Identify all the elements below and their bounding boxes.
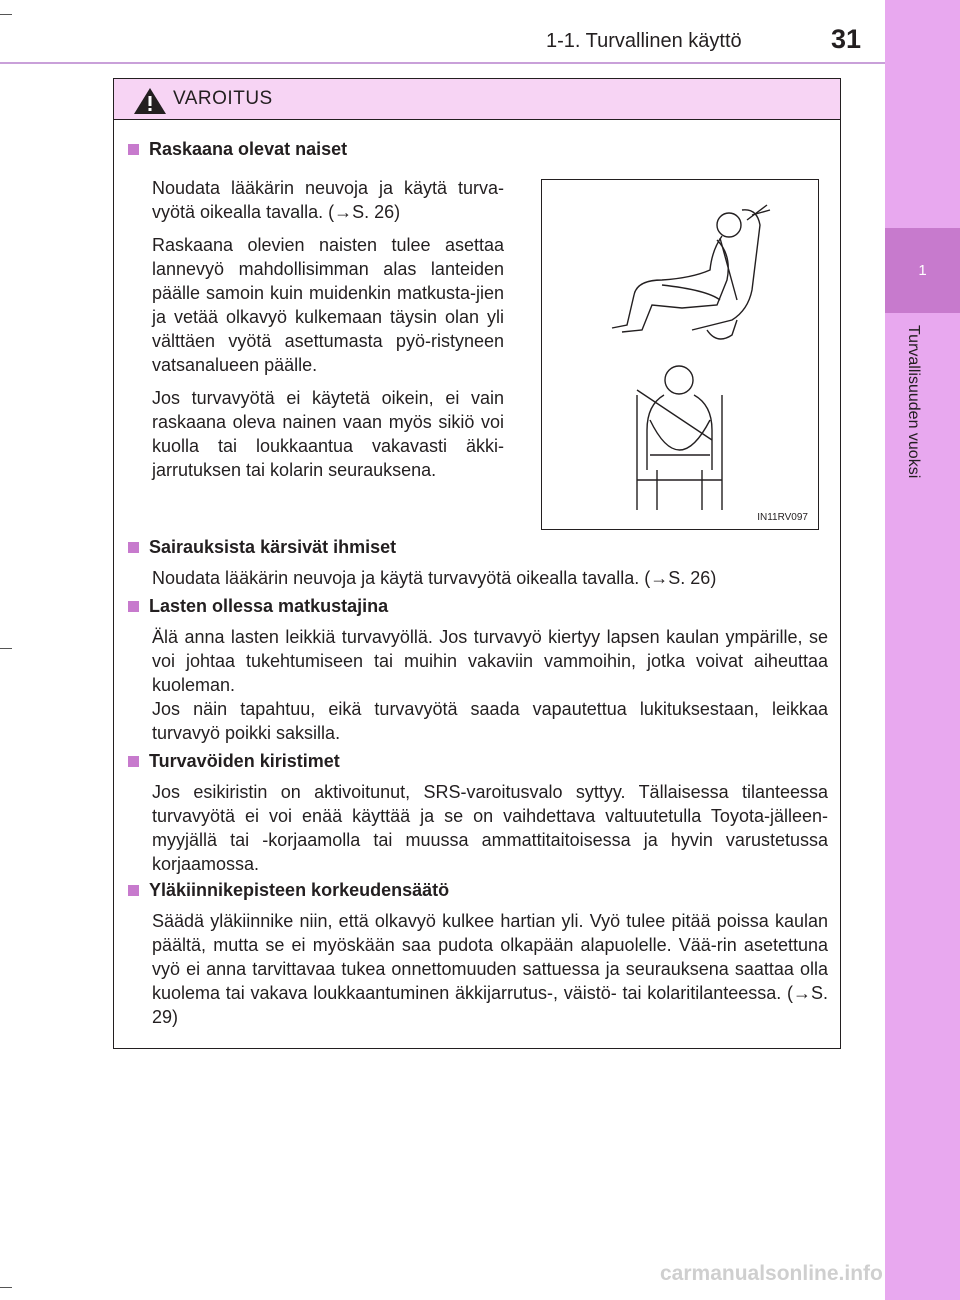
crop-mark [0,14,12,15]
section-heading: Turvavöiden kiristimet [128,751,828,772]
bullet-square-icon [128,601,139,612]
chapter-label: Turvallisuuden vuoksi [905,325,922,479]
section-heading: Raskaana olevat naiset [128,139,828,160]
bullet-square-icon [128,144,139,155]
section-header: 1-1. Turvallinen käyttö [546,30,742,52]
page-number: 31 [831,24,862,54]
section-body: Jos esikiristin on aktivoitunut, SRS-varoitusvalo syttyy. Tällaisessa tilanteessa turvavyötä ei voi enää käyttää ja se on vaihdettava valtuutetulla Toyota-jälleen-myyjällä tai -korjaamolla tai muussa ammattitaitoisessa ja hyvin varustetussa korjaamossa. [152,782,828,874]
warning-triangle-icon [133,87,167,115]
crop-mark [0,648,12,649]
warning-box [113,78,841,1049]
section-body: Noudata lääkärin neuvoja ja käytä turvavyötä oikealla tavalla. (→S. 26) [152,568,717,588]
chapter-side-tab [885,0,960,1300]
section-heading: Yläkiinnikepisteen korkeudensäätö [128,880,828,901]
section-body: Säädä yläkiinnike niin, että olkavyö kulkee hartian yli. Vyö tulee pitää poissa kaulan päältä, mutta se ei myöskään saa pudota olkapään alapuolelle. Vää-rin asetettuna vyö ei anna tarvittavaa tukea onnettomuuden sattuessa ja seurauksena saattaa olla kuolema tai vakava loukkaantuminen äkkijarrutus-, väistö- tai kolaritilanteessa. (→S. 29) [152,911,828,1027]
section-heading: Lasten ollessa matkustajina [128,596,828,617]
section-anchor-height [128,880,828,1038]
warning-title: VAROITUS [173,88,273,109]
section-heading: Sairauksista kärsivät ihmiset [128,537,828,558]
seatbelt-illustration [541,179,819,530]
pregnant-seatbelt-drawing [542,180,818,520]
section-body: Noudata lääkärin neuvoja ja käytä turva-vyötä oikealla tavalla. (→S. 26) Raskaana olevien naisten tulee asettaa lannevyö mahdollisimman alas lanteiden päälle samoin kuin muidenkin matkusta-jien ja vetää olkavyö kulkemaan täysin olan yli välttäen vyötä asettumasta pyö-ristyneen vatsanalueen päälle. Jos turvavyötä ei käytetä oikein, ei vain raskaana oleva nainen vaan myös sikiö voi kuolla tai loukkaantua vakavasti äkki-jarrutuksen tai kolarin seurauksena. [152,178,504,480]
bullet-square-icon [128,542,139,553]
section-illness [128,537,828,599]
footer-watermark: carmanualsonline.info [660,1262,883,1285]
section-children [128,596,828,754]
crop-mark [0,1287,12,1288]
section-body: Älä anna lasten leikkiä turvavyöllä. Jos turvavyö kiertyy lapsen kaulan ympärille, se voi johtaa tukehtumiseen tai muihin vakaviin vammoihin, jotka voivat aiheuttaa kuoleman. Jos näin tapahtuu, eikä turvavyötä saada vapautettua lukituksestaan, leikkaa turvavyö poikki saksilla. [152,627,828,743]
warning-header [114,79,840,120]
section-pretensioners [128,751,828,885]
figure-code: IN11RV097 [757,512,808,523]
header-rule [0,62,885,64]
bullet-square-icon [128,885,139,896]
bullet-square-icon [128,756,139,767]
chapter-number-tab: 1 [885,228,960,313]
